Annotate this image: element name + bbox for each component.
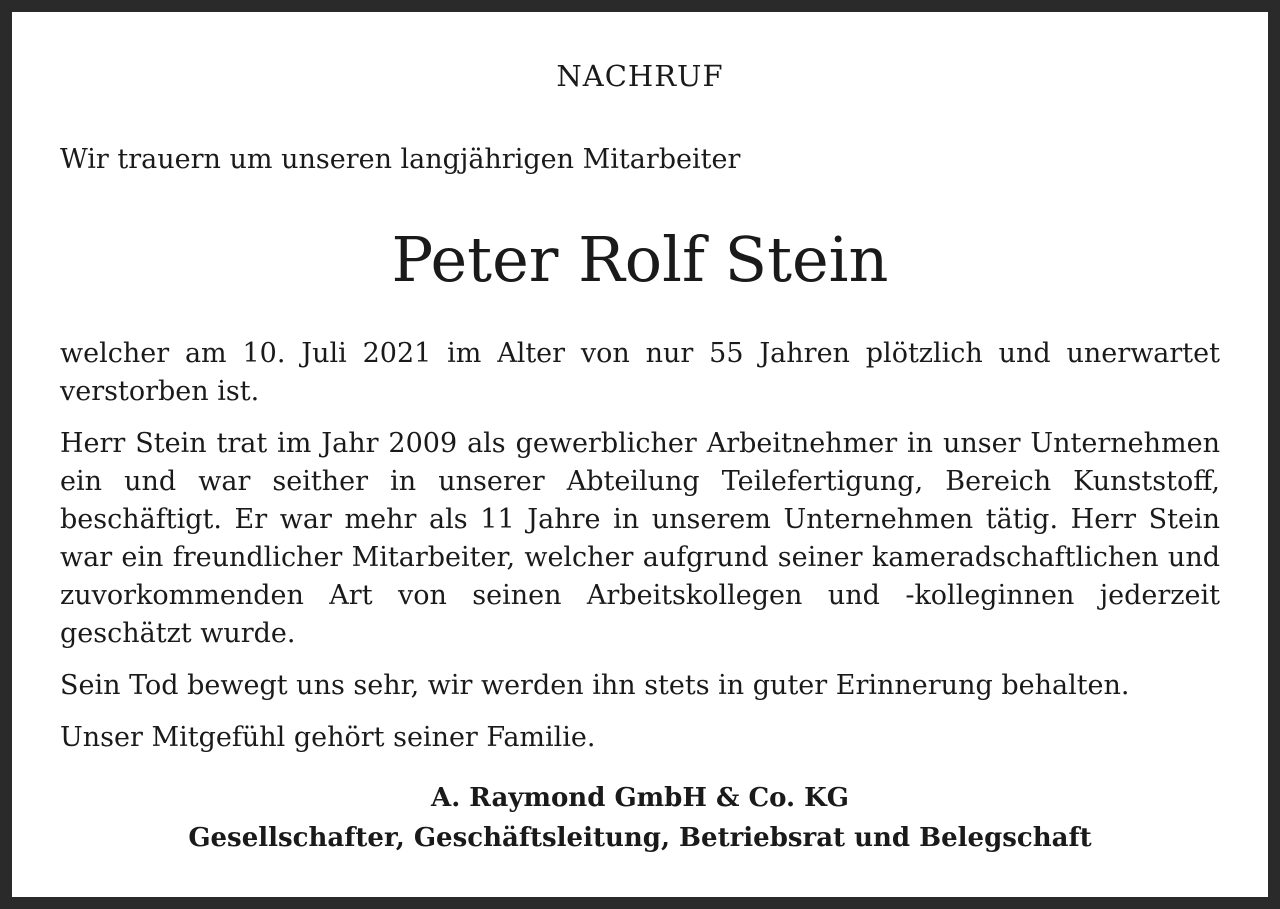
intro-line: Wir trauern um unseren langjährigen Mitarbeiter bbox=[60, 144, 741, 175]
paragraph-death-date: welcher am 10. Juli 2021 im Alter von nur 55 Jahren plötzlich und unerwartet verstorben ist. bbox=[60, 338, 1220, 407]
obituary-notice bbox=[12, 12, 1268, 897]
company-name: A. Raymond GmbH & Co. KG bbox=[431, 783, 849, 813]
paragraph-career: Herr Stein trat im Jahr 2009 als gewerblicher Arbeitnehmer in unser Unternehmen ein und war seither in unserer Abteilung Teilefertigung, Bereich Kunststoff, beschäftigt. Er war mehr als 11 Jahre in unserem Unternehmen tätig. Herr Stein war ein freundlicher Mitarbeiter, welcher aufgrund seiner kameradschaftlichen und zuvorkommenden Art von seinen Arbeitskollegen und -kolleginnen jederzeit geschätzt wurde. bbox=[60, 428, 1220, 649]
deceased-name: Peter Rolf Stein bbox=[391, 223, 889, 296]
notice-heading: NACHRUF bbox=[556, 59, 724, 93]
paragraph-condolence: Unser Mitgefühl gehört seiner Familie. bbox=[60, 722, 596, 753]
paragraph-memory: Sein Tod bewegt uns sehr, wir werden ihn stets in guter Erinnerung behalten. bbox=[60, 670, 1130, 701]
notice-body bbox=[60, 335, 1220, 771]
signatories-line: Gesellschafter, Geschäftsleitung, Betriebsrat und Belegschaft bbox=[188, 823, 1092, 853]
